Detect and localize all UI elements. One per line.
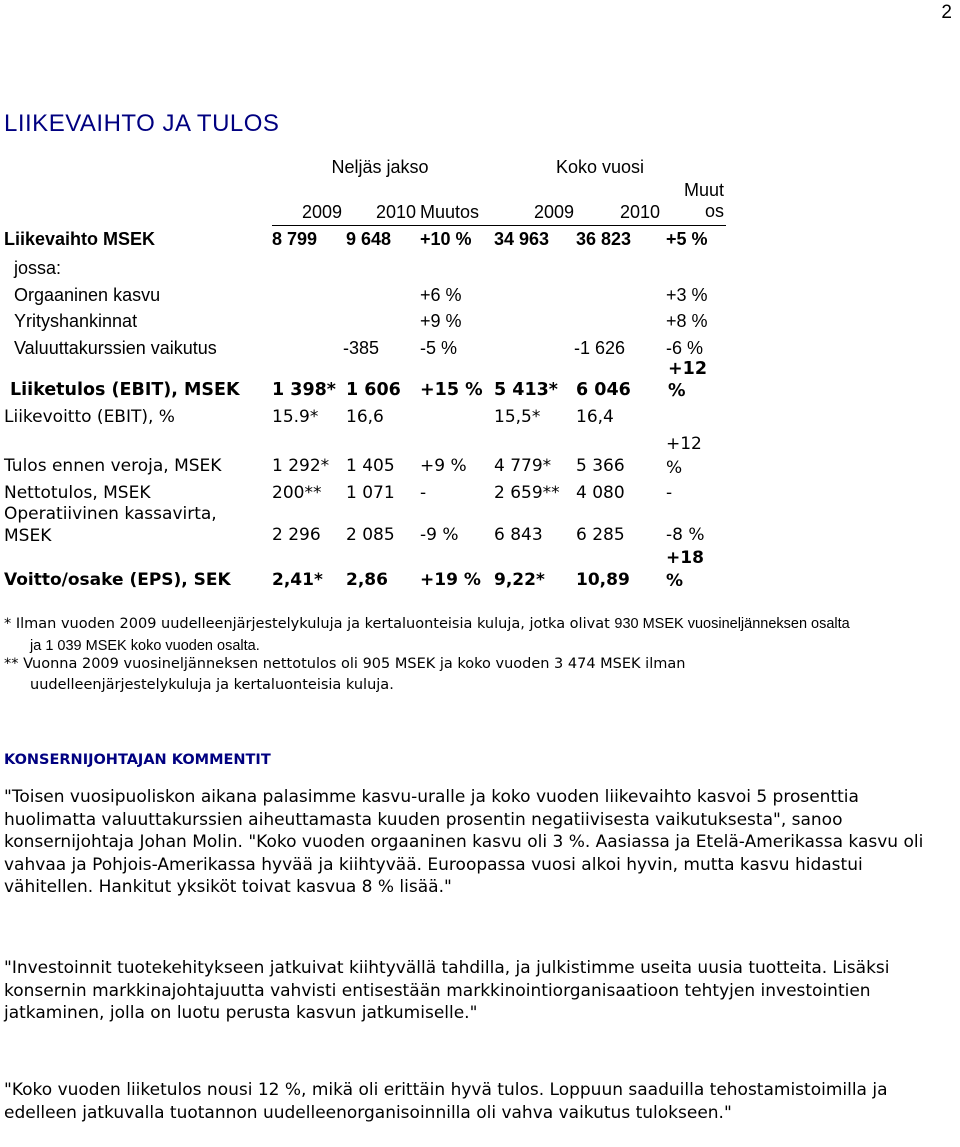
table-cell: +9 % [420,311,462,331]
table-cell: +15 % [420,380,483,400]
table-cell: 6 046 [576,380,631,400]
footnote-1-cont: ja 1 039 MSEK koko vuoden osalta. [30,638,260,654]
header-divider [272,225,726,226]
table-cell: -8 % [666,525,705,545]
table-cell: +5 % [666,229,708,249]
comment-heading: KONSERNIJOHTAJAN KOMMENTIT [4,752,271,768]
row-label: jossa: [14,258,62,278]
comment-paragraph-1: "Toisen vuosipuoliskon aikana palasimme kasvu-uralle ja koko vuoden liikevaihto kasvoi 5 prosenttia huolimatta valuuttakurssien aiheuttamasta kuuden prosentin negatiivisesta vaikutuksesta", sanoo konsernijohtaja Johan Molin. "Koko vuoden orgaaninen kasvu oli 3 %. Aasiassa ja Etelä-Amerikassa kasvu oli vahvaa ja Pohjois-Amerikassa hyvää ja kiihtyvää. Euroopassa vuosi alkoi hyvin, mutta kasvu hidastui vähitellen. Hankitut yksiköt toivat kasvua 8 % lisää." [4,787,924,898]
row-label: Valuuttakurssien vaikutus [14,338,217,358]
table-cell: 6 285 [576,525,625,545]
comment-paragraph-3: "Koko vuoden liiketulos nousi 12 %, mikä oli erittäin hyvä tulos. Loppuun saaduilla tehostamistoimilla ja edelleen jatkuvalla tuotannon uudelleenorganisoinnilla oli vahva vaikutus tulokseen." [4,1080,888,1123]
header-change-q: Muutos [420,202,480,222]
table-cell: - [420,483,427,503]
table-cell: 1 405 [346,456,395,476]
footnote-2-cont: uudelleenjärjestelykuluja ja kertaluonteisia kuluja. [30,677,394,693]
table-cell: 5 366 [576,456,625,476]
table-cell: 9,22* [494,570,545,590]
table-cell: -6 % [666,338,704,358]
table-cell: +12 % [668,359,708,401]
page-number: 2 [941,2,952,23]
row-label: Operatiivinen kassavirta, MSEK [4,504,217,546]
footnote-2: ** Vuonna 2009 vuosineljänneksen nettotulos oli 905 MSEK ja koko vuoden 3 474 MSEK ilman [4,656,686,672]
table-cell: +10 % [420,229,472,249]
comment-paragraph-2: "Investoinnit tuotekehitykseen jatkuivat kiihtyvällä tahdilla, ja julkistimme useita uusia tuotteita. Lisäksi konsernin markkinajohtajuutta vahvisti entisestään markkinointiorganisaatioon tehtyjen investointien jatkaminen, jolla on luotu perusta kasvun jatkumiselle." [4,958,890,1024]
table-cell: 6 843 [494,525,543,545]
table-cell: 4 080 [576,483,625,503]
table-cell: 8 799 [272,229,318,249]
table-cell: -9 % [420,525,459,545]
table-cell: +3 % [666,285,708,305]
table-cell: 10,89 [576,570,630,590]
row-label: Liikevoitto (EBIT), % [4,407,175,427]
table-cell: 2,86 [346,570,388,590]
row-label: Liikevaihto MSEK [4,229,156,249]
table-cell: 1 606 [346,380,401,400]
table-cell: +18 % [666,548,704,591]
row-label: Nettotulos, MSEK [4,483,151,503]
table-cell: +19 % [420,570,481,590]
table-cell: +12 % [666,434,702,478]
table-cell: 16,6 [346,407,384,427]
header-2010-q: 2010 [375,202,416,222]
table-cell: 1 071 [346,483,395,503]
table-cell: 4 779* [494,456,552,476]
header-2009-y: 2009 [533,202,574,222]
table-cell: +9 % [420,456,467,476]
footnote-1-text-b: 930 MSEK vuosineljänneksen osalta [614,616,850,632]
row-label: Tulos ennen veroja, MSEK [4,456,222,476]
table-cell: +8 % [666,311,708,331]
section-title: LIIKEVAIHTO JA TULOS [4,110,280,137]
row-label: Yrityshankinnat [14,311,138,331]
table-cell: +6 % [420,285,462,305]
table-cell: 2 296 [272,525,321,545]
table-cell: -385 [343,338,380,358]
table-cell: 9 648 [346,229,392,249]
table-cell: -5 % [420,338,458,358]
table-cell: 2 659** [494,483,560,503]
table-cell: 2 085 [346,525,395,545]
header-full-year: Koko vuosi [555,157,645,177]
row-label: Orgaaninen kasvu [14,285,161,305]
table-cell: 1 398* [272,380,336,400]
table-cell: 15,5* [494,407,541,427]
table-cell: 16,4 [576,407,614,427]
table-cell: 36 823 [576,229,632,249]
row-label: Voitto/osake (EPS), SEK [4,570,231,590]
table-cell: 2,41* [272,570,323,590]
footnote-1-text: * Ilman vuoden 2009 uudelleenjärjestelykuluja ja kertaluonteisia kuluja, jotka olivat [4,616,610,632]
table-cell: 5 413* [494,380,558,400]
header-quarter: Neljäs jakso [331,157,429,177]
table-cell: -1 626 [574,338,626,358]
header-2009-q: 2009 [301,202,342,222]
table-cell: 200** [272,483,322,503]
table-cell: 15.9* [272,407,319,427]
header-change-col: Muut os [683,180,724,221]
table-cell: 1 292* [272,456,330,476]
table-cell: 34 963 [494,229,550,249]
header-2010-y: 2010 [619,202,660,222]
footnote-1 [4,616,850,632]
table-cell: - [666,483,673,503]
row-label: Liiketulos (EBIT), MSEK [10,380,240,400]
